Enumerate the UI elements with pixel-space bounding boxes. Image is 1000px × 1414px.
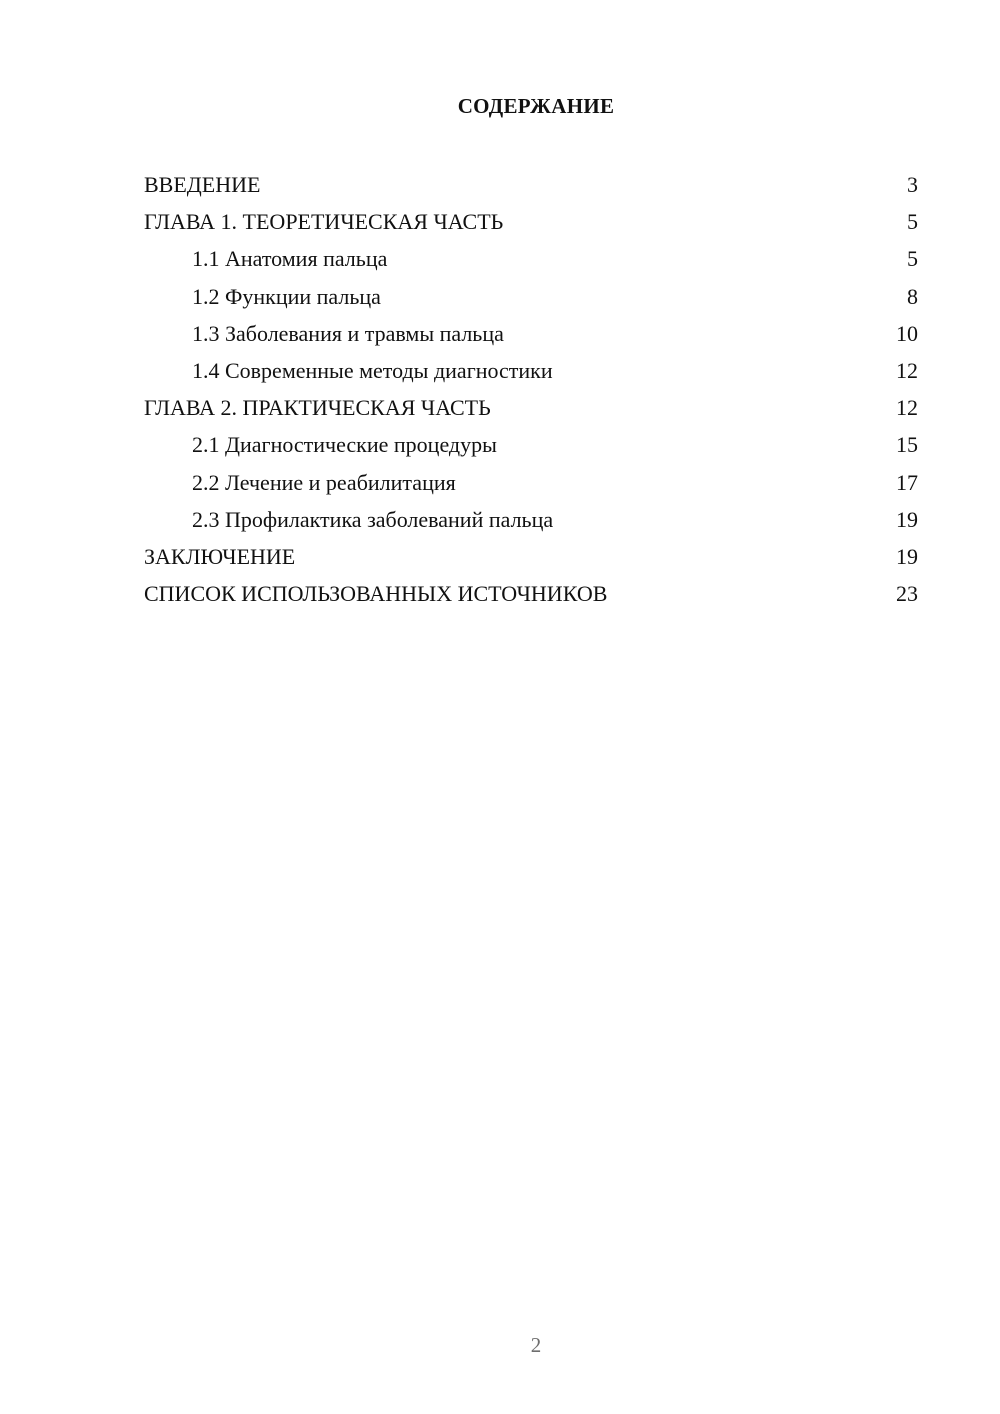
toc-entry-page: 8 [907, 283, 918, 309]
toc-entry-section-1-2[interactable] [144, 278, 918, 315]
toc-entry-section-1-4[interactable] [144, 352, 918, 389]
toc-entry-chapter-1[interactable] [144, 203, 918, 240]
toc-entry-page: 5 [907, 246, 918, 272]
toc-entry-label: 1.1 Анатомия пальца [192, 246, 388, 272]
toc-entry-page: 10 [896, 320, 918, 346]
toc-entry-references[interactable] [144, 575, 918, 612]
toc-entry-label: ЗАКЛЮЧЕНИЕ [144, 543, 296, 569]
toc-entry-label: 2.3 Профилактика заболеваний пальца [192, 506, 554, 532]
toc-entry-label: ГЛАВА 2. ПРАКТИЧЕСКАЯ ЧАСТЬ [144, 395, 491, 421]
toc-entry-conclusion[interactable] [144, 538, 918, 575]
toc-entry-chapter-2[interactable] [144, 389, 918, 426]
toc-entry-page: 19 [896, 506, 918, 532]
toc-entry-section-1-1[interactable] [144, 240, 918, 277]
toc-entry-page: 3 [907, 172, 918, 198]
toc-entry-page: 23 [896, 581, 918, 607]
toc-entry-page: 19 [896, 543, 918, 569]
toc-entry-label: 1.3 Заболевания и травмы пальца [192, 320, 504, 346]
toc-entry-label: ГЛАВА 1. ТЕОРЕТИЧЕСКАЯ ЧАСТЬ [144, 209, 504, 235]
toc-entry-section-2-1[interactable] [144, 426, 918, 463]
toc-entry-page: 12 [896, 395, 918, 421]
toc-entry-page: 12 [896, 358, 918, 384]
toc-entry-label: 1.4 Современные методы диагностики [192, 358, 553, 384]
page-number: 2 [530, 1333, 542, 1357]
toc-entry-page: 5 [907, 209, 918, 235]
toc-entry-page: 17 [896, 469, 918, 495]
toc-entry-label: ВВЕДЕНИЕ [144, 172, 261, 198]
toc-entry-section-1-3[interactable] [144, 315, 918, 352]
toc-entry-page: 15 [896, 432, 918, 458]
page-title: СОДЕРЖАНИЕ [457, 94, 615, 118]
toc-entry-label: 2.2 Лечение и реабилитация [192, 469, 456, 495]
table-of-contents [144, 166, 918, 612]
toc-entry-label: СПИСОК ИСПОЛЬЗОВАННЫХ ИСТОЧНИКОВ [144, 581, 608, 607]
toc-entry-section-2-2[interactable] [144, 464, 918, 501]
toc-entry-label: 1.2 Функции пальца [192, 283, 381, 309]
toc-entry-label: 2.1 Диагностические процедуры [192, 432, 497, 458]
toc-entry-introduction[interactable] [144, 166, 918, 203]
toc-entry-section-2-3[interactable] [144, 501, 918, 538]
